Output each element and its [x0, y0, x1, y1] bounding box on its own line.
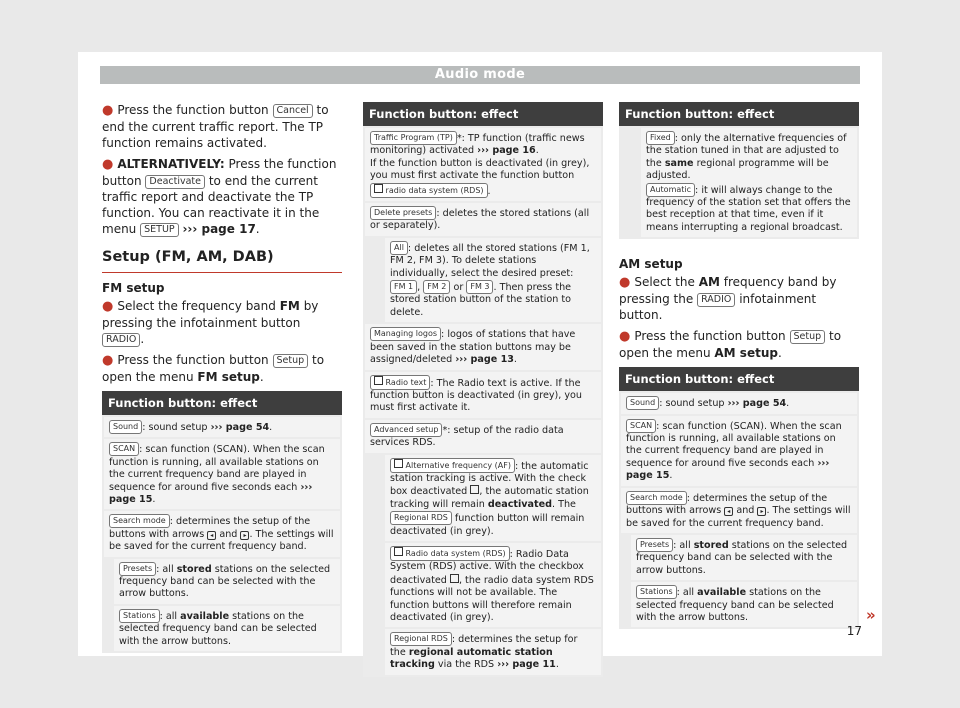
- fm3-key: FM 3: [466, 280, 493, 294]
- fm-function-table: [102, 391, 342, 653]
- table-row: Delete presets : deletes the stored stations (all or separately).: [365, 203, 601, 236]
- section-header: Audio mode: [100, 66, 860, 84]
- table-row: Advanced setup *: setup of the radio data services RDS.: [365, 420, 601, 453]
- table-row: Presets : all stored stations on the selected frequency band can be selected with the arrow buttons.: [114, 559, 340, 604]
- rds-key: Radio data system (RDS): [390, 546, 510, 561]
- table-row: Presets : all stored stations on the selected frequency band can be selected with the arrow buttons.: [631, 535, 857, 580]
- fixed-key: Fixed: [646, 131, 675, 145]
- stations-key: Stations: [636, 585, 677, 599]
- setup-key: Setup: [273, 354, 309, 368]
- column-middle: [363, 102, 603, 677]
- fm-setup-heading: FM setup: [102, 281, 165, 295]
- table-row: All : deletes all the stored stations (FM 1, FM 2, FM 3). To delete stations individually, select the desired preset: FM 1 , FM 2 or FM 3 . Then press the stored station button of the station to delete.: [385, 238, 601, 322]
- scan-key: SCAN: [109, 442, 139, 456]
- checkbox-icon: [450, 574, 459, 583]
- radio-text-key: Radio text: [370, 375, 430, 390]
- cancel-key: Cancel: [273, 104, 313, 118]
- table-header: Function button: effect: [102, 391, 342, 415]
- fm2-key: FM 2: [423, 280, 450, 294]
- fm1-key: FM 1: [390, 280, 417, 294]
- page-ref: ››› page 17: [182, 222, 256, 236]
- table-row: Stations : all available stations on the selected frequency band can be selected with the arrow buttons.: [631, 582, 857, 627]
- checkbox-icon: [374, 184, 383, 193]
- advanced-setup-key: Advanced setup: [370, 423, 442, 437]
- managing-logos-key: Managing logos: [370, 327, 441, 341]
- delete-presets-key: Delete presets: [370, 206, 436, 220]
- bullet-open-setup: ● Press the function button Setup to open the menu AM setup.: [619, 329, 842, 361]
- column-left: [102, 102, 342, 653]
- arrow-prev-icon: ◂: [724, 507, 733, 516]
- table-row: Radio text : The Radio text is active. If the function button is deactivated (in grey), you must first activate it.: [365, 372, 601, 418]
- continue-icon: »: [866, 606, 876, 624]
- search-mode-key: Search mode: [626, 491, 687, 505]
- table-header: Function button: effect: [619, 102, 859, 126]
- table-row: Sound : sound setup ››› page 54.: [621, 393, 857, 413]
- bullet-icon: ●: [619, 275, 631, 291]
- table-row: Sound : sound setup ››› page 54.: [104, 417, 340, 437]
- table-row: Traffic Program (TP) *: TP function (traffic news monitoring) activated ››› page 16. If the function button is deactivated (in grey), you must first activate the function button radio data system (RDS) .: [365, 128, 601, 201]
- presets-key: Presets: [119, 562, 156, 576]
- manual-page: [78, 52, 882, 671]
- arrow-next-icon: ▸: [757, 507, 766, 516]
- table-row: Stations : all available stations on the selected frequency band can be selected with the arrow buttons.: [114, 606, 340, 651]
- automatic-key: Automatic: [646, 183, 695, 197]
- radio-key: RADIO: [697, 293, 735, 307]
- bullet-icon: ●: [102, 103, 114, 118]
- am-setup-heading: AM setup: [619, 257, 683, 272]
- traffic-program-key: Traffic Program (TP): [370, 131, 457, 145]
- table-header: Function button: effect: [363, 102, 603, 126]
- sound-key: Sound: [626, 396, 659, 410]
- table-row: Radio data system (RDS) : Radio Data System (RDS) active. With the checkbox deactivated , the radio data system RDS functions will not be available. The function buttons will therefore remain deactivated (in grey).: [385, 543, 601, 627]
- af-function-table: [619, 102, 859, 239]
- page-number: 17: [846, 624, 862, 638]
- deactivate-key: Deactivate: [145, 175, 205, 189]
- bullet-cancel: ● Press the function button Cancel to end the current traffic report. The TP function remains activated.: [102, 103, 329, 150]
- sound-key: Sound: [109, 420, 142, 434]
- bullet-select-fm: ● Select the frequency band FM by pressing the infotainment button RADIO .: [102, 299, 319, 346]
- checkbox-icon: [374, 376, 383, 385]
- bullet-open-setup: ● Press the function button Setup to open the menu FM setup.: [102, 353, 325, 384]
- table-row: Regional RDS : determines the setup for the regional automatic station tracking via the RDS ››› page 11.: [385, 629, 601, 674]
- arrow-next-icon: ▸: [240, 531, 249, 540]
- table-header: Function button: effect: [619, 367, 859, 391]
- checkbox-icon: [394, 459, 403, 468]
- am-function-table: [619, 367, 859, 629]
- table-row: SCAN : scan function (SCAN). When the scan function is running, all available stations on the current frequency band are played in sequence for around five seconds each ››› page 15.: [621, 416, 857, 486]
- table-row: Managing logos : logos of stations that have been saved in the station buttons may be assigned/deleted ››› page 13.: [365, 324, 601, 369]
- table-row: Search mode : determines the setup of the buttons with arrows ◂ and ▸ . The settings will be saved for the current frequency band.: [621, 488, 857, 533]
- checkbox-icon: [394, 547, 403, 556]
- bullet-icon: ●: [619, 329, 631, 345]
- setup-key: Setup: [790, 330, 826, 344]
- bullet-alternatively: ● ALTERNATIVELY: Press the function button Deactivate to end the current traffic report and deactivate the TP function. You can reactivate it in the menu SETUP ››› page 17.: [102, 157, 337, 236]
- presets-key: Presets: [636, 538, 673, 552]
- bullet-select-am: ● Select the AM frequency band by pressing the RADIO infotainment button.: [619, 275, 837, 323]
- search-mode-key: Search mode: [109, 514, 170, 528]
- bullet-icon: ●: [102, 299, 114, 314]
- regional-rds-key: Regional RDS: [390, 632, 452, 646]
- table-row: Fixed : only the alternative frequencies of the station tuned in that are adjusted to the same regional programme will be adjusted. Automatic : it will always change to the frequency of the station set that offers the best reception at that time, even if it means interrupting a regional broadcast.: [641, 128, 857, 237]
- fm-function-table-cont: [363, 102, 603, 677]
- section-title: Setup (FM, AM, DAB): [102, 249, 342, 273]
- rds-key: radio data system (RDS): [370, 183, 488, 198]
- bullet-icon: ●: [102, 353, 114, 368]
- scan-key: SCAN: [626, 419, 656, 433]
- arrow-prev-icon: ◂: [207, 531, 216, 540]
- table-row: Alternative frequency (AF) : the automatic station tracking is active. With the check box deactivated , the automatic station tracking will remain deactivated. The Regional RDS function button will remain deactivated (in grey).: [385, 455, 601, 541]
- af-key: Alternative frequency (AF): [390, 458, 515, 473]
- stations-key: Stations: [119, 609, 160, 623]
- regional-rds-key: Regional RDS: [390, 511, 452, 525]
- all-key: All: [390, 241, 408, 255]
- radio-key: RADIO: [102, 333, 140, 347]
- bullet-icon: ●: [102, 157, 114, 172]
- checkbox-icon: [470, 485, 479, 494]
- table-row: SCAN : scan function (SCAN). When the scan function is running, all available stations on the current frequency band are played in sequence for around five seconds each ››› page 15.: [104, 439, 340, 509]
- column-right: [619, 102, 859, 629]
- setup-key: SETUP: [140, 223, 179, 237]
- table-row: Search mode : determines the setup of the buttons with arrows ◂ and ▸ . The settings will be saved for the current frequency band.: [104, 511, 340, 556]
